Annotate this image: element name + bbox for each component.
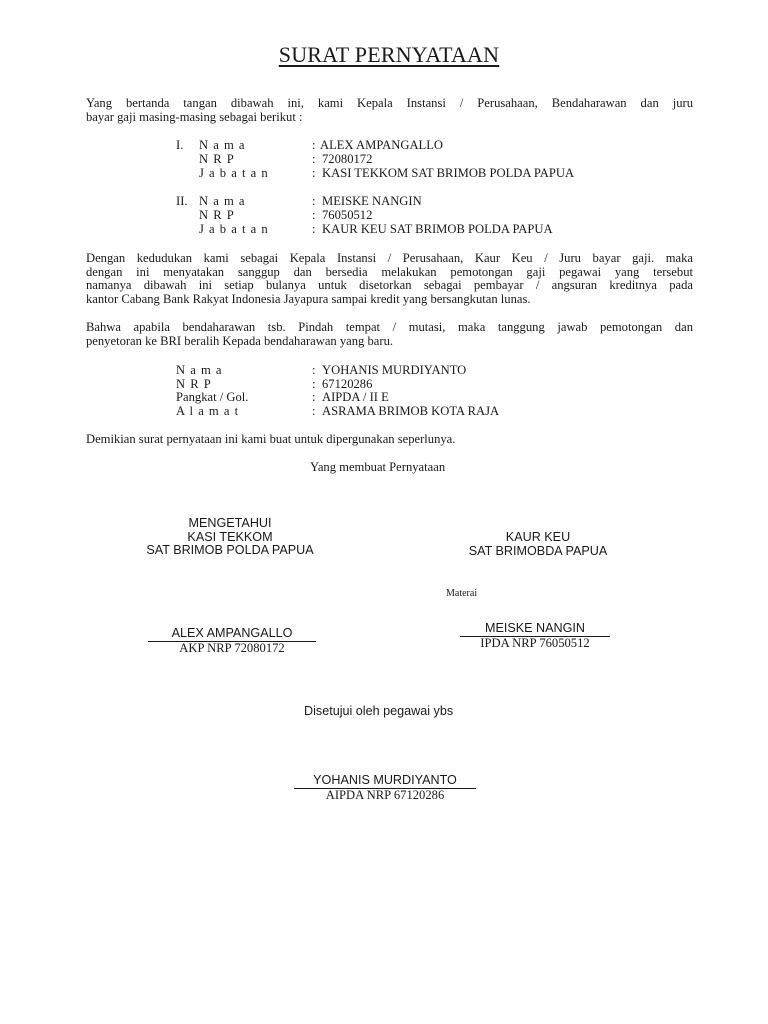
employee-nrp-label: N R P — [176, 377, 212, 391]
signatory-heading: Yang membuat Pernyataan — [310, 460, 446, 474]
person1-nrp-label: N R P — [199, 152, 235, 166]
person1-nama-label: N a m a — [199, 138, 246, 152]
statement-line: namanya dibawah ini setiap bulanya untuk disetorkan sebagai pembayar / angsuran kreditnya pada — [86, 278, 693, 293]
intro-paragraph — [86, 97, 693, 124]
closing-sentence: Demikian surat pernyataan ini kami buat untuk dipergunakan seperlunya. — [86, 432, 456, 446]
employee-alamat-value: ASRAMA BRIMOB KOTA RAJA — [322, 404, 500, 418]
statement-paragraph — [86, 252, 693, 306]
statement-line: kantor Cabang Bank Rakyat Indonesia Jayapura sampai kredit yang bersangkutan lunas. — [86, 291, 531, 306]
right-signer-rank: IPDA NRP 76050512 — [480, 636, 590, 650]
statement-line: dengan ini menyatakan sanggup dan bersedia melakukan pemotongan gaji pegawai yang tersebut — [86, 264, 693, 279]
colon: : — [312, 222, 316, 236]
employee-nama-value: YOHANIS MURDIYANTO — [322, 363, 467, 377]
intro-line: Yang bertanda tangan dibawah ini, kami Kepala Instansi / Perusahaan, Bendaharawan dan juru — [86, 96, 693, 110]
employee-nrp-value: 67120286 — [322, 377, 373, 391]
colon: : — [312, 208, 316, 222]
left-line-mengetahui: MENGETAHUI — [188, 516, 272, 530]
person2-jabatan-value: KAUR KEU SAT BRIMOB POLDA PAPUA — [322, 222, 553, 236]
person2-jabatan-label: J a b a t a n — [199, 222, 269, 236]
person2-nrp-label: N R P — [199, 208, 235, 222]
colon: : — [312, 194, 316, 208]
colon: : — [312, 377, 316, 391]
colon: : — [312, 166, 316, 180]
document-title: SURAT PERNYATAAN — [278, 42, 500, 67]
approval-text: Disetujui oleh pegawai ybs — [304, 704, 454, 718]
left-sign-block — [130, 517, 330, 558]
right-sign-block — [438, 531, 638, 558]
person2-number: II. — [176, 194, 188, 208]
employee-signer-name: YOHANIS MURDIYANTO — [294, 774, 476, 789]
transfer-line: Bahwa apabila bendaharawan tsb. Pindah tempat / mutasi, maka tanggung jawab pemotongan dan — [86, 320, 693, 334]
right-signer-name: MEISKE NANGIN — [460, 622, 610, 637]
employee-pangkat-label: Pangkat / Gol. — [176, 390, 249, 404]
person1-jabatan-label: J a b a t a n — [199, 166, 269, 180]
statement-line: Dengan kedudukan kami sebagai Kepala Instansi / Perusahaan, Kaur Keu / Juru bayar gaji. maka — [86, 251, 693, 265]
colon: : — [312, 404, 316, 418]
employee-pangkat-value: AIPDA / II E — [322, 390, 389, 404]
transfer-line: penyetoran ke BRI beralih Kepada bendaharawan yang baru. — [86, 333, 394, 348]
person2-nama-value: MEISKE NANGIN — [322, 194, 422, 208]
left-signer-name: ALEX AMPANGALLO — [148, 627, 316, 642]
colon: : — [312, 390, 316, 404]
person2-nama-label: N a m a — [199, 194, 246, 208]
colon: : — [312, 363, 316, 377]
employee-nama-label: N a m a — [176, 363, 223, 377]
transfer-paragraph — [86, 321, 693, 348]
colon: : — [312, 138, 316, 152]
person1-jabatan-value: KASI TEKKOM SAT BRIMOB POLDA PAPUA — [322, 166, 575, 180]
left-line-unit: SAT BRIMOB POLDA PAPUA — [146, 543, 314, 558]
person1-number: I. — [176, 138, 184, 152]
right-line-position: KAUR KEU — [505, 530, 571, 544]
materai-label: Materai — [446, 588, 478, 599]
intro-line: bayar gaji masing-masing sebagai berikut : — [86, 109, 303, 124]
employee-alamat-label: A l a m a t — [176, 404, 240, 418]
person1-nama-value: ALEX AMPANGALLO — [320, 138, 444, 152]
colon: : — [312, 152, 316, 166]
right-line-unit: SAT BRIMOBDA PAPUA — [468, 543, 608, 558]
person2-nrp-value: 76050512 — [322, 208, 373, 222]
left-line-position: KASI TEKKOM — [187, 529, 273, 544]
left-signer-rank: AKP NRP 72080172 — [179, 641, 285, 655]
person1-nrp-value: 72080172 — [322, 152, 373, 166]
employee-signer-rank: AIPDA NRP 67120286 — [325, 788, 445, 802]
